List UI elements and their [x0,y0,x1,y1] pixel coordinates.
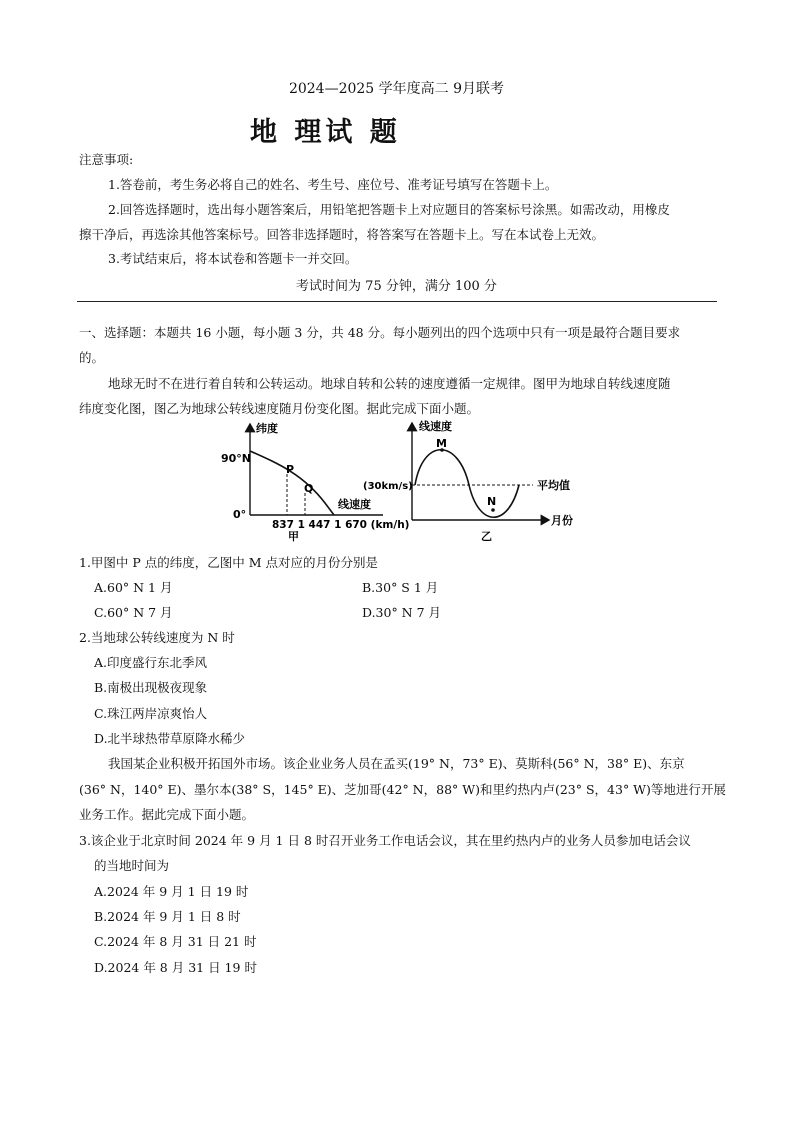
yi-curve [415,450,519,518]
q2-option-d: D.北半球热带草原降水稀少 [94,731,246,746]
yi-xlabel: 月份 [551,514,573,527]
q3-option-b: B.2024 年 9 月 1 日 8 时 [94,909,241,924]
yi-ylabel: 线速度 [419,420,452,433]
section-intro-cont: 的。 [79,350,105,365]
q3-stem-cont: 的当地时间为 [94,858,170,873]
passage-1-cont: 纬度变化图，图乙为地球公转线速度随月份变化图。据此完成下面小题。 [79,401,480,416]
q2-stem: 2.当地球公转线速度为 N 时 [79,630,235,645]
jia-ylabel: 纬度 [256,422,278,435]
jia-xticks: 837 1 447 1 670 (km/h) [272,519,410,531]
yi-point-n: N [487,495,497,508]
q3-option-c: C.2024 年 8 月 31 日 21 时 [94,934,257,949]
q3-stem: 3.该企业于北京时间 2024 年 9 月 1 日 8 时召开业务工作电话会议，其在里约热内卢的业务人员参加电话会议 [79,833,691,848]
jia-caption: 甲 [288,530,299,543]
subject-title: 地 理试 题 [250,117,401,148]
notice-heading: 注意事项: [79,152,134,167]
q1-option-b: B.30° S 1 月 [362,580,439,595]
q3-option-d: D.2024 年 8 月 31 日 19 时 [94,960,257,975]
figure-yi [363,418,583,543]
notice-item-2-cont: 擦干净后，再选涂其他答案标号。回答非选择题时，将答案写在答题卡上。写在本试卷上无效。 [79,227,605,242]
q3-option-a: A.2024 年 9 月 1 日 19 时 [94,884,249,899]
q2-option-a: A.印度盛行东北季风 [94,655,208,670]
passage-1: 地球无时不在进行着自转和公转运动。地球自转和公转的速度遵循一定规律。图甲为地球自转线速度随 [108,376,671,391]
divider [77,301,717,302]
passage-2-cont-1: (36° N，140° E)、墨尔本(38° S，145° E)、芝加哥(42° N，88° W)和里约热内卢(23° S，43° W)等地进行开展 [79,782,726,797]
passage-2: 我国某企业积极开拓国外市场。该企业业务人员在孟买(19° N，73° E)、莫斯科(56° N，38° E)、东京 [108,756,685,771]
section-intro: 一、选择题：本题共 16 小题，每小题 3 分，共 48 分。每小题列出的四个选项中只有一项是最符合题目要求 [79,325,681,340]
jia-point-p: P [286,463,295,476]
q2-option-b: B.南极出现极夜现象 [94,680,208,695]
q1-stem: 1.甲图中 P 点的纬度，乙图中 M 点对应的月份分别是 [79,555,379,570]
jia-ytick-top: 90°N [221,452,252,465]
notice-item-1: 1.答卷前，考生务必将自己的姓名、考生号、座位号、准考证号填写在答题卡上。 [108,177,558,192]
exam-time: 考试时间为 75 分钟，满分 100 分 [296,279,497,294]
notice-item-3: 3.考试结束后，将本试卷和答题卡一并交回。 [108,251,358,266]
q1-option-d: D.30° N 7 月 [362,605,442,620]
yi-ytick: (30km/s) [363,481,413,492]
yi-caption: 乙 [481,530,492,543]
q1-option-c: C.60° N 7 月 [94,605,173,620]
jia-xlabel: 线速度 [338,498,371,511]
jia-curve [250,451,334,515]
jia-point-q: Q [304,482,314,495]
jia-ytick-bottom: 0° [233,508,247,521]
yi-point-n-marker [491,508,495,512]
q2-option-c: C.珠江两岸凉爽怡人 [94,706,208,721]
yi-avg-label: 平均值 [537,479,570,492]
exam-title: 2024—2025 学年度高二 9月联考 [288,81,505,97]
passage-2-cont-2: 业务工作。据此完成下面小题。 [79,807,255,822]
notice-item-2: 2.回答选择题时，选出每小题答案后，用铅笔把答题卡上对应题目的答案标号涂黑。如需改动，用橡皮 [108,202,670,217]
q1-option-a: A.60° N 1 月 [94,580,173,595]
yi-point-m: M [436,437,447,450]
